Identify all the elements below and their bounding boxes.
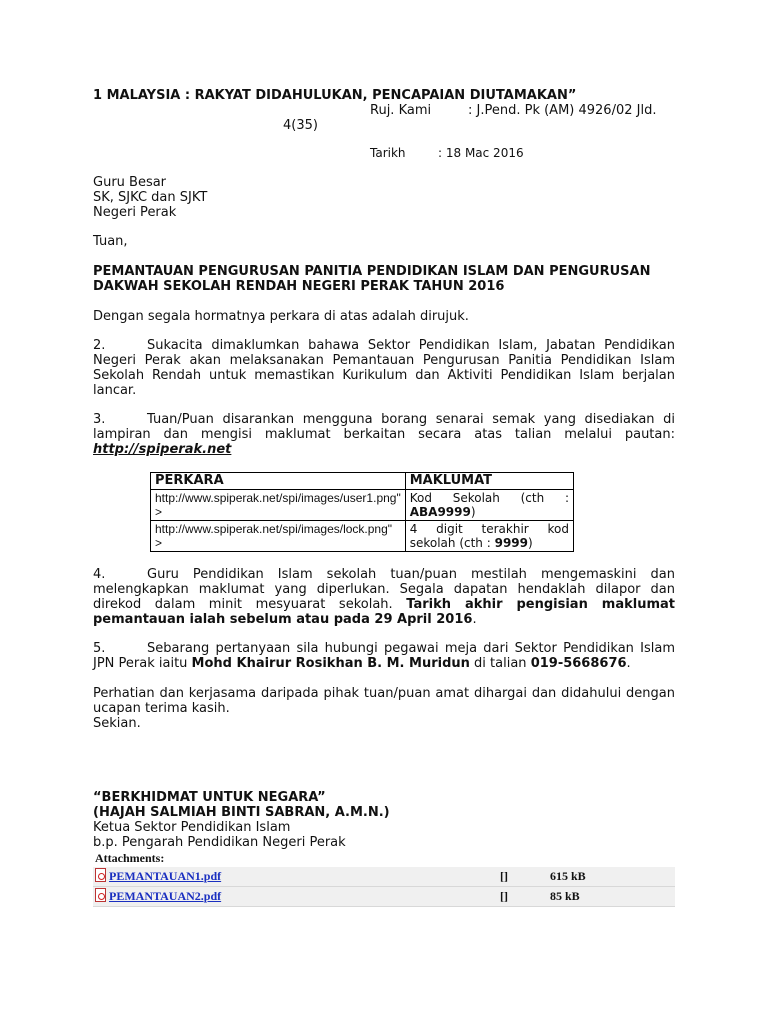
attachment-bracket: [] [500, 869, 508, 883]
info-table [150, 472, 574, 552]
recipient-line3: Negeri Perak [93, 205, 177, 220]
signatory-org: b.p. Pengarah Pendidikan Negeri Perak [93, 835, 346, 850]
table-cell-perkara: http://www.spiperak.net/spi/images/user1.png" > [151, 490, 406, 521]
attachment-bracket: [] [500, 889, 508, 903]
paragraph-1: Dengan segala hormatnya perkara di atas adalah dirujuk. [93, 309, 469, 324]
subject-line2: DAKWAH SEKOLAH RENDAH NEGERI PERAK TAHUN 2016 [93, 279, 505, 294]
motto: “BERKHIDMAT UNTUK NEGARA” [93, 790, 326, 805]
slogan: 1 MALAYSIA : RAKYAT DIDAHULUKAN, PENCAPAIAN DIUTAMAKAN” [93, 88, 577, 103]
salutation: Tuan, [93, 234, 128, 249]
attachment-size: 85 kB [550, 889, 580, 903]
attachment-row[interactable] [93, 867, 675, 887]
paragraph-5-number: 5. [93, 641, 106, 656]
table-row [151, 521, 574, 552]
recipient-line1: Guru Besar [93, 175, 167, 190]
paragraph-5: 5. Sebarang pertanyaan sila hubungi pegawai meja dari Sektor Pendidikan Islam JPN Perak iaitu Mohd Khairur Rosikhan B. M. Muridun di talian 019-5668676. [93, 641, 675, 671]
paragraph-2-number: 2. [93, 338, 106, 353]
date-value: : 18 Mac 2016 [438, 146, 524, 160]
signatory-name: (HAJAH SALMIAH BINTI SABRAN, A.M.N.) [93, 805, 390, 820]
date-label: Tarikh [370, 146, 406, 160]
pdf-icon [95, 888, 106, 902]
paragraph-2: 2. Sukacita dimaklumkan bahawa Sektor Pendidikan Islam, Jabatan Pendidikan Negeri Perak akan melaksanakan Pemantauan Pengurusan Panitia Pendidikan Islam Sekolah Rendah untuk memastikan Kurikulum dan Aktiviti Pendidikan Islam berjalan lancar. [93, 338, 675, 398]
subject-line1: PEMANTAUAN PENGURUSAN PANITIA PENDIDIKAN ISLAM DAN PENGURUSAN [93, 264, 651, 279]
reference-value-cont: 4(35) [283, 118, 318, 133]
pdf-icon [95, 868, 106, 882]
spiperak-link[interactable]: http://spiperak.net [93, 442, 232, 457]
table-cell-maklumat: Kod Sekolah (cth : ABA9999) [405, 490, 573, 521]
attachment-size: 615 kB [550, 869, 586, 883]
attachments-title: Attachments: [95, 851, 165, 865]
attachment-row[interactable] [93, 887, 675, 907]
paragraph-4-number: 4. [93, 567, 106, 582]
paragraph-4: 4. Guru Pendidikan Islam sekolah tuan/puan mestilah mengemaskini dan melengkapkan maklumat yang diperlukan. Segala dapatan hendaklah dilapor dan direkod dalam minit mesyuarat sekolah. Tarikh akhir pengisian maklumat pemantauan ialah sebelum atau pada 29 April 2016. [93, 567, 675, 627]
signatory-title: Ketua Sektor Pendidikan Islam [93, 820, 291, 835]
paragraph-6: Perhatian dan kerjasama daripada pihak tuan/puan amat dihargai dan didahului dengan ucapan terima kasih. [93, 686, 675, 716]
table-row [151, 490, 574, 521]
attachment-link[interactable]: PEMANTAUAN2.pdf [109, 889, 222, 903]
table-header-perkara: PERKARA [151, 473, 406, 490]
reference-label: Ruj. Kami [370, 103, 432, 118]
recipient-line2: SK, SJKC dan SJKT [93, 190, 208, 205]
attachment-link[interactable]: PEMANTAUAN1.pdf [109, 869, 222, 883]
paragraph-3-number: 3. [93, 412, 106, 427]
paragraph-3: 3. Tuan/Puan disarankan mengguna borang senarai semak yang disediakan di lampiran dan mengisi maklumat berkaitan secara atas talian melalui pautan: http://spiperak.net [93, 412, 675, 457]
table-cell-maklumat: 4 digit terakhir kod sekolah (cth : 9999) [405, 521, 573, 552]
closing-sekian: Sekian. [93, 716, 141, 731]
table-header-maklumat: MAKLUMAT [405, 473, 573, 490]
reference-value: : J.Pend. Pk (AM) 4926/02 Jld. [468, 103, 657, 118]
table-cell-perkara: http://www.spiperak.net/spi/images/lock.png" > [151, 521, 406, 552]
